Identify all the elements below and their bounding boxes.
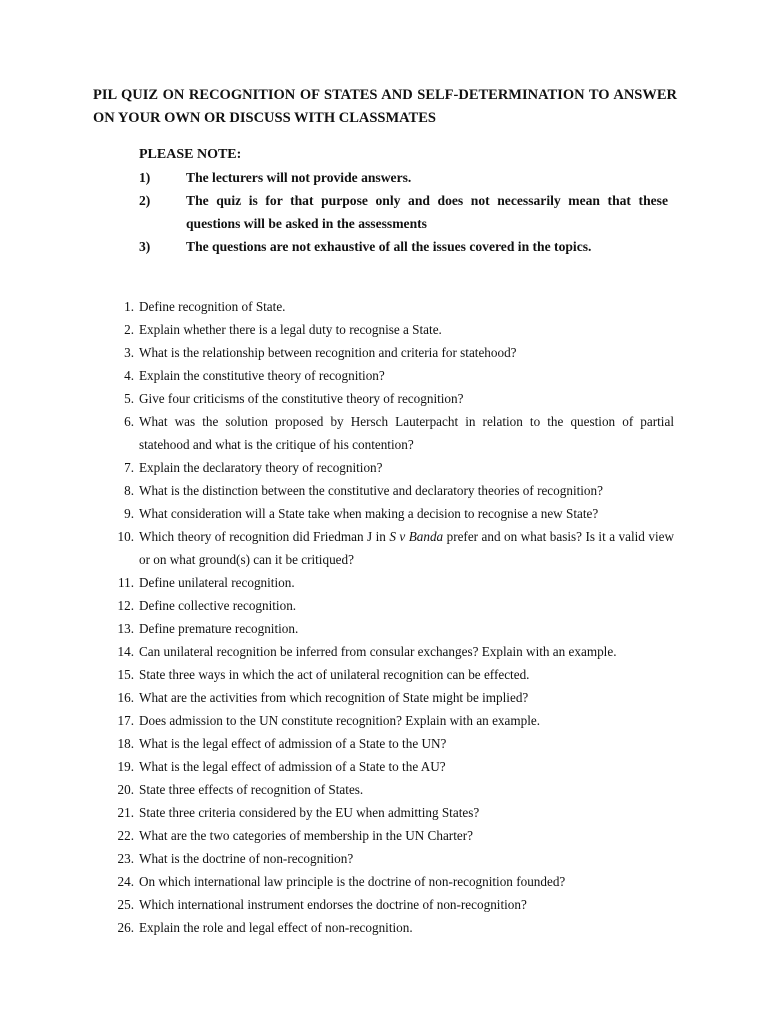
question-number: 25.	[117, 897, 134, 912]
question-text: Define collective recognition.	[139, 598, 297, 613]
question-number: 17.	[117, 713, 134, 728]
case-name: S v Banda	[389, 529, 444, 544]
question-number: 18.	[117, 736, 134, 751]
question-number: 6.	[124, 414, 134, 429]
question-number: 26.	[117, 920, 134, 935]
question-number: 24.	[117, 874, 134, 889]
question-text: What is the legal effect of admission of a State to the UN?	[139, 736, 447, 751]
question-text: State three criteria considered by the EU when admitting States?	[139, 805, 480, 820]
question-number: 3.	[124, 345, 134, 360]
question-text: Explain whether there is a legal duty to recognise a State.	[139, 322, 442, 337]
question-number: 14.	[117, 644, 134, 659]
question-text: What was the solution proposed by Hersch Lauterpacht in relation to the question of partial statehood and what is the critique of his contention?	[139, 414, 674, 452]
question-text: What are the activities from which recognition of State might be implied?	[139, 690, 529, 705]
note-item-number: 3)	[139, 239, 151, 254]
question-number: 13.	[117, 621, 134, 636]
question-number: 10.	[117, 529, 134, 544]
question-text: Give four criticisms of the constitutive theory of recognition?	[139, 391, 464, 406]
question-number: 11.	[118, 575, 134, 590]
question-text: Explain the constitutive theory of recognition?	[139, 368, 385, 383]
note-item-text: The questions are not exhaustive of all the issues covered in the topics.	[186, 239, 592, 254]
note-item-text: The lecturers will not provide answers.	[186, 170, 412, 185]
question-number: 5.	[124, 391, 134, 406]
question-number: 22.	[117, 828, 134, 843]
question-text-before: Which theory of recognition did Friedman J in	[139, 529, 390, 544]
question-text: State three effects of recognition of States.	[139, 782, 364, 797]
question-number: 2.	[124, 322, 134, 337]
question-number: 21.	[117, 805, 134, 820]
question-number: 15.	[117, 667, 134, 682]
question-text: Define unilateral recognition.	[139, 575, 295, 590]
question-number: 12.	[117, 598, 134, 613]
question-number: 7.	[124, 460, 134, 475]
question-number: 16.	[117, 690, 134, 705]
question-number: 9.	[124, 506, 134, 521]
question-text: Can unilateral recognition be inferred from consular exchanges? Explain with an example.	[139, 644, 617, 659]
page-title: PIL QUIZ ON RECOGNITION OF STATES AND SELF-DETERMINATION TO ANSWER ON YOUR OWN OR DISCUSS WITH CLASSMATES	[93, 87, 677, 126]
question-number: 4.	[124, 368, 134, 383]
question-text: Explain the role and legal effect of non-recognition.	[139, 920, 413, 935]
note-heading: PLEASE NOTE:	[139, 147, 242, 162]
question-text: Explain the declaratory theory of recognition?	[139, 460, 383, 475]
question-text: What is the doctrine of non-recognition?	[139, 851, 354, 866]
question-text: Define recognition of State.	[139, 299, 286, 314]
question-text: What is the relationship between recognition and criteria for statehood?	[139, 345, 517, 360]
question-text: What is the distinction between the constitutive and declaratory theories of recognition?	[139, 483, 603, 498]
question-text: What consideration will a State take when making a decision to recognise a new State?	[139, 506, 599, 521]
question-text	[139, 525, 674, 571]
note-item-text: The quiz is for that purpose only and does not necessarily mean that these questions will be asked in the assessments	[186, 193, 668, 231]
question-text: Which international instrument endorses the doctrine of non-recognition?	[139, 897, 527, 912]
question-text: On which international law principle is the doctrine of non-recognition founded?	[139, 874, 566, 889]
question-text: What is the legal effect of admission of a State to the AU?	[139, 759, 446, 774]
question-text: Does admission to the UN constitute recognition? Explain with an example.	[139, 713, 541, 728]
question-text: State three ways in which the act of unilateral recognition can be effected.	[139, 667, 530, 682]
question-text: Define premature recognition.	[139, 621, 299, 636]
note-item-number: 2)	[139, 193, 151, 208]
question-number: 1.	[124, 299, 134, 314]
question-number: 23.	[117, 851, 134, 866]
note-item-number: 1)	[139, 170, 151, 185]
question-text-after: prefer and on what basis? Is it a valid view or on what ground(s) can it be critiqued?	[139, 529, 674, 567]
question-number: 8.	[124, 483, 134, 498]
question-text: What are the two categories of membership in the UN Charter?	[139, 828, 473, 843]
question-number: 20.	[117, 782, 134, 797]
question-number: 19.	[117, 759, 134, 774]
